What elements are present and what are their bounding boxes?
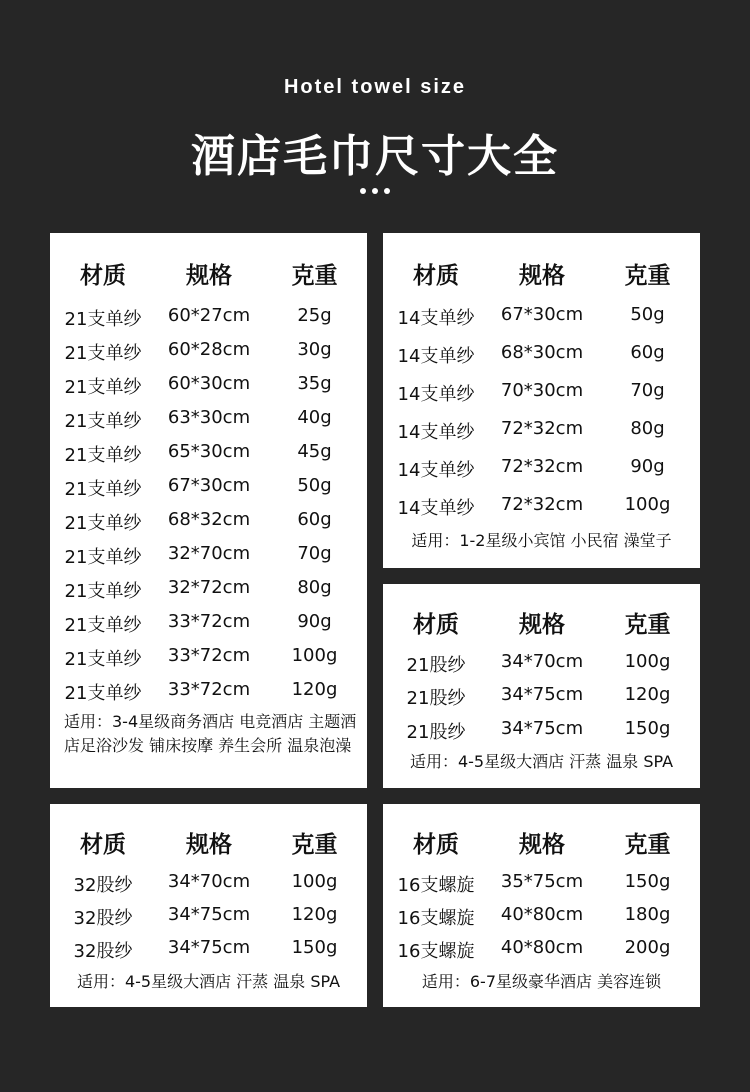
column-header-material: 材质 <box>413 263 459 289</box>
page-subtitle: Hotel towel size <box>283 76 467 98</box>
cell-size: 34*75cm <box>500 718 584 739</box>
cell-material: 16支螺旋 <box>397 875 475 896</box>
cell-size: 72*32cm <box>500 494 584 515</box>
usage-note: 适用：4-5星级大酒店 汗蒸 温泉 SPA <box>409 752 674 771</box>
cell-size: 63*30cm <box>167 407 251 428</box>
table-header <box>383 606 700 639</box>
cell-weight: 100g <box>624 651 671 672</box>
column-header-size: 规格 <box>186 832 232 858</box>
cell-size: 33*72cm <box>167 611 251 632</box>
cell-material: 21股纱 <box>406 722 466 743</box>
towel-table-14-single <box>383 233 700 568</box>
table-row <box>50 373 367 399</box>
cell-weight: 200g <box>624 937 671 958</box>
cell-material: 21支单纱 <box>64 615 142 636</box>
table-row <box>383 494 700 520</box>
cell-size: 67*30cm <box>167 475 251 496</box>
cell-size: 68*32cm <box>167 509 251 530</box>
cell-weight: 120g <box>291 679 338 700</box>
cell-material: 14支单纱 <box>397 498 475 519</box>
cell-material: 21支单纱 <box>64 581 142 602</box>
table-row <box>50 645 367 671</box>
cell-weight: 30g <box>297 339 332 360</box>
cell-weight: 150g <box>624 718 671 739</box>
cell-size: 60*30cm <box>167 373 251 394</box>
table-row <box>50 937 367 963</box>
cell-size: 34*75cm <box>167 937 251 958</box>
column-header-weight: 克重 <box>624 832 671 858</box>
cell-material: 21支单纱 <box>64 445 142 466</box>
cell-material: 14支单纱 <box>397 422 475 443</box>
column-header-material: 材质 <box>80 263 126 289</box>
usage-note: 适用：4-5星级大酒店 汗蒸 温泉 SPA <box>76 972 341 991</box>
column-header-material: 材质 <box>80 832 126 858</box>
column-header-weight: 克重 <box>291 263 338 289</box>
towel-table-21-ply <box>383 584 700 788</box>
table-row <box>50 543 367 569</box>
table-row <box>383 380 700 406</box>
cell-size: 34*75cm <box>500 684 584 705</box>
table-row <box>50 305 367 331</box>
column-header-weight: 克重 <box>624 612 671 638</box>
cell-size: 72*32cm <box>500 418 584 439</box>
cell-size: 32*70cm <box>167 543 251 564</box>
table-row <box>383 304 700 330</box>
table-row <box>50 904 367 930</box>
column-header-size: 规格 <box>519 263 565 289</box>
cell-material: 32股纱 <box>73 875 133 896</box>
cell-weight: 80g <box>630 418 665 439</box>
cell-weight: 180g <box>624 904 671 925</box>
cell-weight: 150g <box>291 937 338 958</box>
cell-material: 14支单纱 <box>397 308 475 329</box>
cell-weight: 90g <box>630 456 665 477</box>
cell-material: 21支单纱 <box>64 377 142 398</box>
cell-weight: 60g <box>297 509 332 530</box>
cell-weight: 90g <box>297 611 332 632</box>
cell-size: 40*80cm <box>500 937 584 958</box>
table-row <box>383 718 700 744</box>
cell-weight: 60g <box>630 342 665 363</box>
cell-size: 34*70cm <box>500 651 584 672</box>
cell-size: 68*30cm <box>500 342 584 363</box>
table-row <box>383 937 700 963</box>
cell-material: 16支螺旋 <box>397 941 475 962</box>
cell-weight: 100g <box>291 645 338 666</box>
table-row <box>50 441 367 467</box>
cell-size: 33*72cm <box>167 645 251 666</box>
table-row <box>50 407 367 433</box>
table-row <box>50 679 367 705</box>
cell-weight: 70g <box>297 543 332 564</box>
cell-weight: 70g <box>630 380 665 401</box>
usage-note: 适用：3-4星级商务酒店 电竞酒店 主题酒店足浴沙发 铺床按摩 养生会所 温泉泡澡 <box>64 712 357 755</box>
cell-weight: 50g <box>630 304 665 325</box>
column-header-material: 材质 <box>413 832 459 858</box>
cell-material: 14支单纱 <box>397 346 475 367</box>
column-header-size: 规格 <box>519 832 565 858</box>
cell-weight: 40g <box>297 407 332 428</box>
usage-note: 适用：1-2星级小宾馆 小民宿 澡堂子 <box>411 531 672 550</box>
cell-size: 34*75cm <box>167 904 251 925</box>
cell-size: 67*30cm <box>500 304 584 325</box>
cell-material: 21支单纱 <box>64 479 142 500</box>
towel-table-16-spiral <box>383 804 700 1007</box>
cell-material: 14支单纱 <box>397 460 475 481</box>
cell-material: 21股纱 <box>406 655 466 676</box>
column-header-size: 规格 <box>519 612 565 638</box>
cell-material: 21股纱 <box>406 688 466 709</box>
table-row <box>50 871 367 897</box>
table-header <box>50 826 367 859</box>
cell-weight: 150g <box>624 871 671 892</box>
dots-divider <box>0 188 750 194</box>
table-row <box>50 475 367 501</box>
cell-material: 21支单纱 <box>64 649 142 670</box>
column-header-weight: 克重 <box>291 832 338 858</box>
cell-material: 32股纱 <box>73 908 133 929</box>
cell-size: 65*30cm <box>167 441 251 462</box>
cell-size: 34*70cm <box>167 871 251 892</box>
cell-material: 21支单纱 <box>64 343 142 364</box>
table-header <box>50 257 367 290</box>
cell-size: 40*80cm <box>500 904 584 925</box>
cell-weight: 100g <box>291 871 338 892</box>
column-header-size: 规格 <box>186 263 232 289</box>
cell-weight: 25g <box>297 305 332 326</box>
table-row <box>50 339 367 365</box>
page-title: 酒店毛巾尺寸大全 <box>191 131 559 182</box>
table-row <box>383 418 700 444</box>
cell-size: 33*72cm <box>167 679 251 700</box>
cell-weight: 50g <box>297 475 332 496</box>
table-row <box>383 684 700 710</box>
table-row <box>50 509 367 535</box>
cell-size: 35*75cm <box>500 871 584 892</box>
table-header <box>383 257 700 290</box>
cell-material: 21支单纱 <box>64 309 142 330</box>
usage-note: 适用：6-7星级豪华酒店 美容连锁 <box>421 972 662 991</box>
cell-size: 60*27cm <box>167 305 251 326</box>
cell-size: 72*32cm <box>500 456 584 477</box>
cell-material: 16支螺旋 <box>397 908 475 929</box>
towel-table-32-ply <box>50 804 367 1007</box>
cell-material: 32股纱 <box>73 941 133 962</box>
cell-size: 70*30cm <box>500 380 584 401</box>
cell-weight: 120g <box>624 684 671 705</box>
cell-weight: 45g <box>297 441 332 462</box>
cell-material: 21支单纱 <box>64 547 142 568</box>
table-row <box>383 871 700 897</box>
cell-material: 21支单纱 <box>64 411 142 432</box>
cell-material: 21支单纱 <box>64 683 142 704</box>
table-header <box>383 826 700 859</box>
table-row <box>50 577 367 603</box>
cell-size: 32*72cm <box>167 577 251 598</box>
column-header-material: 材质 <box>413 612 459 638</box>
cell-weight: 35g <box>297 373 332 394</box>
column-header-weight: 克重 <box>624 263 671 289</box>
table-row <box>50 611 367 637</box>
towel-table-21-single <box>50 233 367 788</box>
cell-weight: 120g <box>291 904 338 925</box>
cell-material: 14支单纱 <box>397 384 475 405</box>
table-row <box>383 651 700 677</box>
cell-weight: 80g <box>297 577 332 598</box>
table-row <box>383 342 700 368</box>
cell-material: 21支单纱 <box>64 513 142 534</box>
cell-weight: 100g <box>624 494 671 515</box>
table-row <box>383 456 700 482</box>
cell-size: 60*28cm <box>167 339 251 360</box>
table-row <box>383 904 700 930</box>
